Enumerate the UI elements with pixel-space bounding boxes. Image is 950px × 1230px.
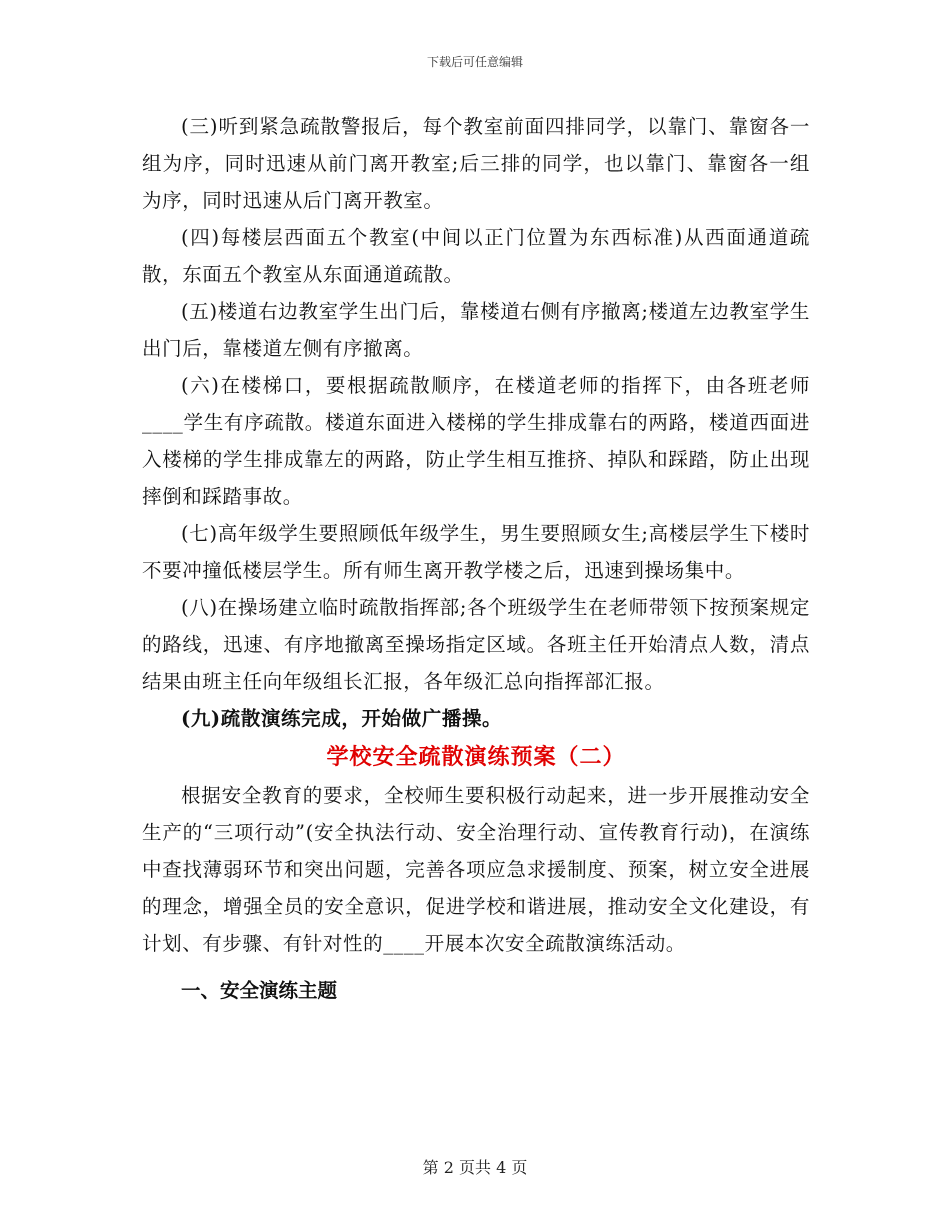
page-number: 第 2 页共 4 页 [422, 1158, 528, 1177]
paragraph-seven: (七)高年级学生要照顾低年级学生，男生要照顾女生;高楼层学生下楼时不要冲撞低楼层学生。所有师生离开教学楼之后，迅速到操场集中。 [142, 522, 810, 582]
paragraph-nine: (九)疏散演练完成，开始做广播操。 [181, 707, 503, 730]
section-title: 学校安全疏散演练预案（二） [326, 744, 626, 770]
paragraph-four: (四)每楼层西面五个教室(中间以正门位置为东西标准)从西面通道疏散，东面五个教室从东面通道疏散。 [142, 226, 810, 286]
paragraph-five: (五)楼道右边教室学生出门后，靠楼道右侧有序撤离;楼道左边教室学生出门后，靠楼道左侧有序撤离。 [142, 300, 810, 360]
document-body [142, 108, 810, 1009]
paragraph-eight: (八)在操场建立临时疏散指挥部;各个班级学生在老师带领下按预案规定的路线，迅速、有序地撤离至操场指定区域。各班主任开始清点人数，清点结果由班主任向年级组长汇报，各年级汇总向指挥部汇报。 [142, 596, 810, 693]
page-header-note: 下载后可任意编辑 [426, 55, 523, 69]
heading-theme: 一、安全演练主题 [181, 979, 338, 1002]
paragraph-three: (三)听到紧急疏散警报后，每个教室前面四排同学，以靠门、靠窗各一组为序，同时迅速从前门离开教室;后三排的同学，也以靠门、靠窗各一组为序，同时迅速从后门离开教室。 [142, 115, 810, 212]
intro-paragraph: 根据安全教育的要求，全校师生要积极行动起来，进一步开展推动安全生产的“三项行动”(安全执法行动、安全治理行动、宣传教育行动)，在演练中查找薄弱环节和突出问题，完善各项应急求援制度、预案，树立安全进展的理念，增强全员的安全意识，促进学校和谐进展，推动安全文化建设，有计划、有步骤、有针对性的____开展本次安全疏散演练活动。 [142, 784, 810, 955]
paragraph-six: (六)在楼梯口，要根据疏散顺序，在楼道老师的指挥下，由各班老师____学生有序疏散。楼道东面进入楼梯的学生排成靠右的两路，楼道西面进入楼梯的学生排成靠左的两路，防止学生相互推挤、掉队和踩踏，防止出现摔倒和踩踏事故。 [142, 374, 810, 508]
